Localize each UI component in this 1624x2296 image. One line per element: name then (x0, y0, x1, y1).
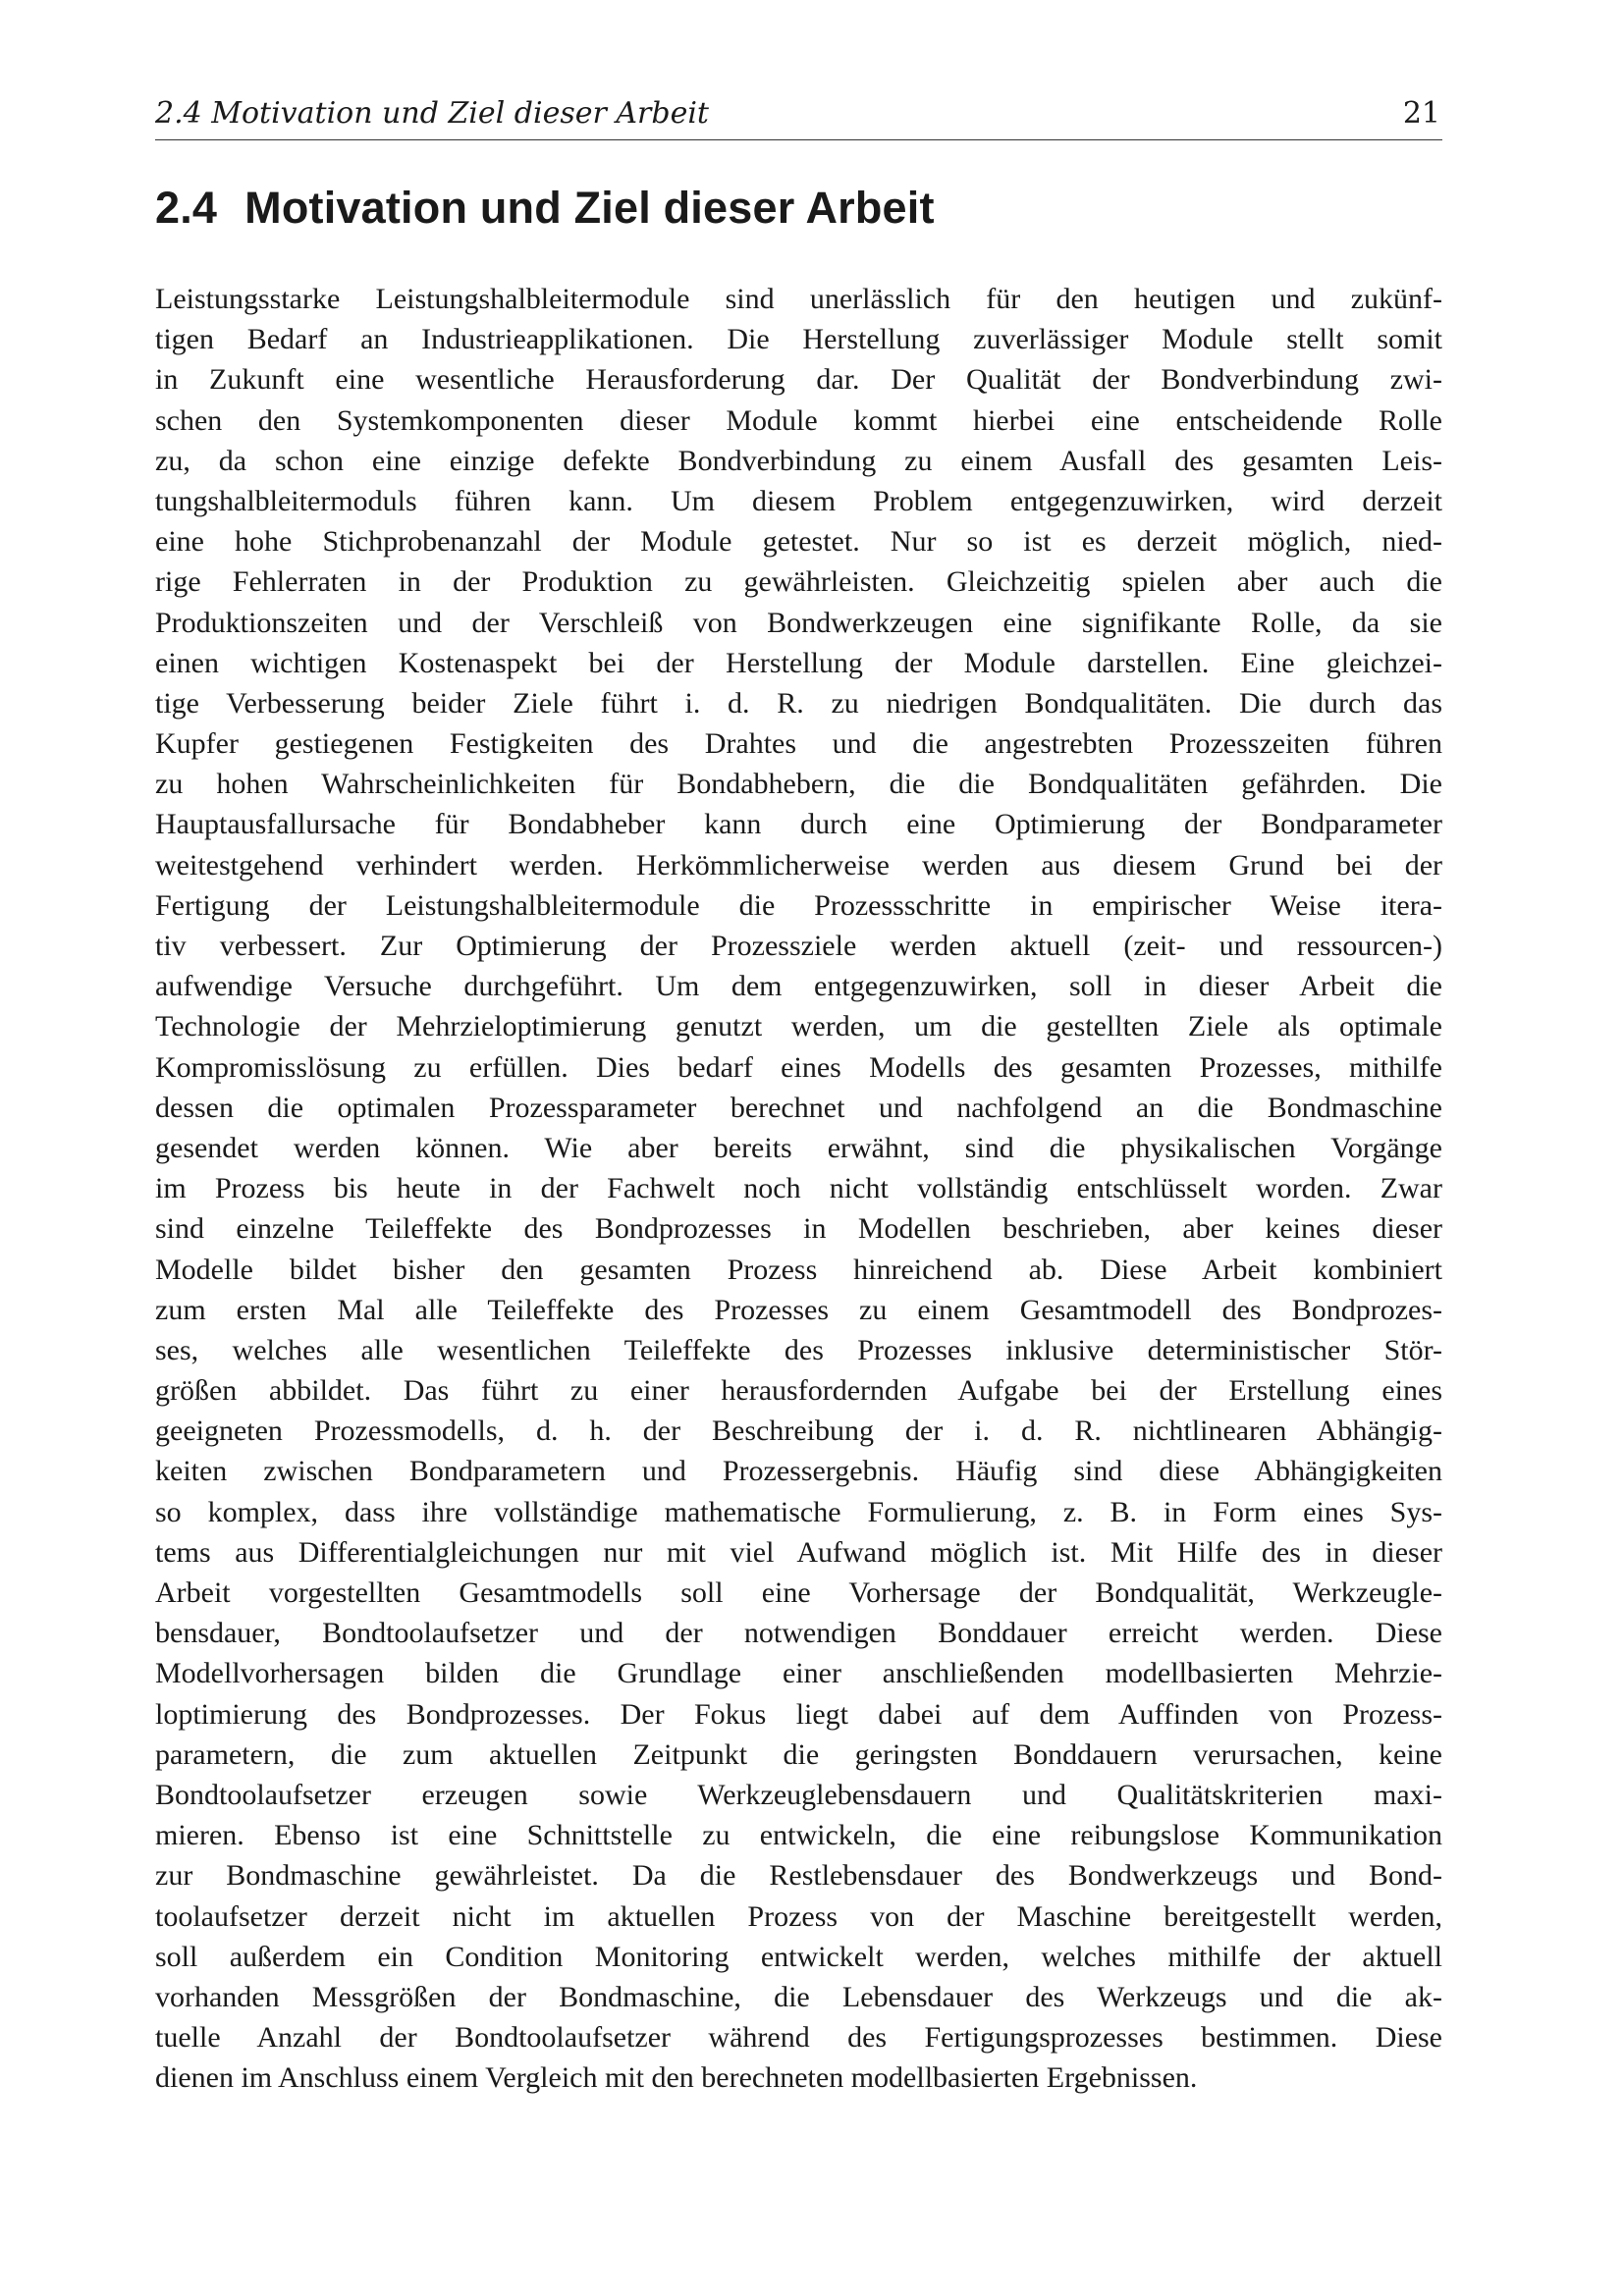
paragraph-line: tuelle Anzahl der Bondtoolaufsetzer während des Fertigungsprozesses bestimmen. Diese (155, 2021, 1442, 2055)
paragraph-line: zum ersten Mal alle Teileffekte des Prozesses zu einem Gesamtmodell des Bondprozes- (155, 1293, 1442, 1326)
paragraph-line: sind einzelne Teileffekte des Bondprozesses in Modellen beschrieben, aber keines dieser (155, 1212, 1442, 1246)
paragraph-line: tigen Bedarf an Industrieapplikationen. Die Herstellung zuverlässiger Module stellt somit (155, 323, 1442, 356)
paragraph-line: Modelle bildet bisher den gesamten Prozess hinreichend ab. Diese Arbeit kombiniert (155, 1253, 1442, 1286)
paragraph-line: bensdauer, Bondtoolaufsetzer und der notwendigen Bonddauer erreicht werden. Diese (155, 1617, 1442, 1650)
paragraph-line: eine hohe Stichprobenanzahl der Module getestet. Nur so ist es derzeit möglich, nied- (155, 525, 1442, 559)
paragraph-line: parametern, die zum aktuellen Zeitpunkt die geringsten Bonddauern verursachen, keine (155, 1737, 1442, 1771)
paragraph-line: Bondtoolaufsetzer erzeugen sowie Werkzeuglebensdauern und Qualitätskriterien maxi- (155, 1778, 1442, 1811)
paragraph-line: Produktionszeiten und der Verschleiß von Bondwerkzeugen eine signifikante Rolle, da sie (155, 606, 1442, 639)
paragraph-line: gesendet werden können. Wie aber bereits erwähnt, sind die physikalischen Vorgänge (155, 1131, 1442, 1164)
paragraph-line: so komplex, dass ihre vollständige mathematische Formulierung, z. B. in Form eines Sys- (155, 1495, 1442, 1528)
paragraph-line: tige Verbesserung beider Ziele führt i. d. R. zu niedrigen Bondqualitäten. Die durch das (155, 686, 1442, 720)
paragraph-line: loptimierung des Bondprozesses. Der Fokus liegt dabei auf dem Auffinden von Prozess- (155, 1697, 1442, 1731)
paragraph-line: dessen die optimalen Prozessparameter berechnet und nachfolgend an die Bondmaschine (155, 1091, 1442, 1124)
paragraph-line: ses, welches alle wesentlichen Teileffekte des Prozesses inklusive deterministischer Stör- (155, 1333, 1442, 1366)
paragraph-line: größen abbildet. Das führt zu einer herausfordernden Aufgabe bei der Erstellung eines (155, 1374, 1442, 1408)
paragraph-line: Kupfer gestiegenen Festigkeiten des Drahtes und die angestrebten Prozesszeiten führen (155, 727, 1442, 761)
paragraph-line: aufwendige Versuche durchgeführt. Um dem entgegenzuwirken, soll in dieser Arbeit die (155, 970, 1442, 1003)
paragraph-line: geeigneten Prozessmodells, d. h. der Beschreibung der i. d. R. nichtlinearen Abhängig- (155, 1415, 1442, 1448)
paragraph-line: keiten zwischen Bondparametern und Prozessergebnis. Häufig sind diese Abhängigkeiten (155, 1455, 1442, 1488)
paragraph-line: Fertigung der Leistungshalbleitermodule die Prozessschritte in empirischer Weise itera- (155, 888, 1442, 922)
paragraph-line: tungshalbleitermoduls führen kann. Um diesem Problem entgegenzuwirken, wird derzeit (155, 484, 1442, 517)
paragraph-line: in Zukunft eine wesentliche Herausforderung dar. Der Qualität der Bondverbindung zwi- (155, 363, 1442, 397)
paragraph-line: dienen im Anschluss einem Vergleich mit den berechneten modellbasierten Ergebnissen. (155, 2061, 1198, 2095)
section-title: Motivation und Ziel dieser Arbeit (244, 183, 935, 233)
page-number: 21 (1402, 96, 1440, 131)
paragraph-line: Leistungsstarke Leistungshalbleitermodule sind unerlässlich für den heutigen und zukünf- (155, 283, 1442, 315)
paragraph-line: vorhanden Messgrößen der Bondmaschine, die Lebensdauer des Werkzeugs und die ak- (155, 1980, 1442, 2013)
paragraph-line: tiv verbessert. Zur Optimierung der Prozessziele werden aktuell (zeit- und ressourcen-) (155, 930, 1442, 962)
section-number: 2.4 (155, 183, 218, 233)
paragraph-line: zu, da schon eine einzige defekte Bondverbindung zu einem Ausfall des gesamten Leis- (155, 444, 1442, 477)
paragraph-line: Arbeit vorgestellten Gesamtmodells soll eine Vorhersage der Bondqualität, Werkzeugle- (155, 1576, 1442, 1609)
section-heading (155, 183, 935, 234)
paragraph-line: schen den Systemkomponenten dieser Module kommt hierbei eine entscheidende Rolle (155, 403, 1442, 437)
paragraph-line: zur Bondmaschine gewährleistet. Da die Restlebensdauer des Bondwerkzeugs und Bond- (155, 1859, 1442, 1893)
paragraph-line: zu hohen Wahrscheinlichkeiten für Bondabhebern, die die Bondqualitäten gefährden. Die (155, 768, 1442, 801)
paragraph-line: tems aus Differentialgleichungen nur mit viel Aufwand möglich ist. Mit Hilfe des in dieser (155, 1535, 1442, 1569)
paragraph-line: Modellvorhersagen bilden die Grundlage einer anschließenden modellbasierten Mehrzie- (155, 1657, 1442, 1690)
paragraph-line: Technologie der Mehrzieloptimierung genutzt werden, um die gestellten Ziele als optimale (155, 1010, 1442, 1043)
page-header (155, 94, 1442, 140)
body-paragraph (155, 279, 1442, 2098)
paragraph-line: Hauptausfallursache für Bondabheber kann durch eine Optimierung der Bondparameter (155, 808, 1442, 841)
paragraph-line: einen wichtigen Kostenaspekt bei der Herstellung der Module darstellen. Eine gleichzei- (155, 646, 1442, 679)
paragraph-line: im Prozess bis heute in der Fachwelt noch nicht vollständig entschlüsselt worden. Zwar (155, 1172, 1442, 1205)
running-title: 2.4 Motivation und Ziel dieser Arbeit (155, 96, 709, 131)
paragraph-line: soll außerdem ein Condition Monitoring entwickelt werden, welches mithilfe der aktuell (155, 1940, 1442, 1973)
paragraph-line: Kompromisslösung zu erfüllen. Dies bedarf eines Modells des gesamten Prozesses, mithilfe (155, 1050, 1442, 1084)
paragraph-line: weitestgehend verhindert werden. Herkömmlicherweise werden aus diesem Grund bei der (155, 848, 1442, 881)
paragraph-line: rige Fehlerraten in der Produktion zu gewährleisten. Gleichzeitig spielen aber auch die (155, 565, 1442, 599)
paragraph-line: mieren. Ebenso ist eine Schnittstelle zu entwickeln, die eine reibungslose Kommunikation (155, 1819, 1442, 1852)
paragraph-line: toolaufsetzer derzeit nicht im aktuellen Prozess von der Maschine bereitgestellt werden, (155, 1899, 1442, 1933)
